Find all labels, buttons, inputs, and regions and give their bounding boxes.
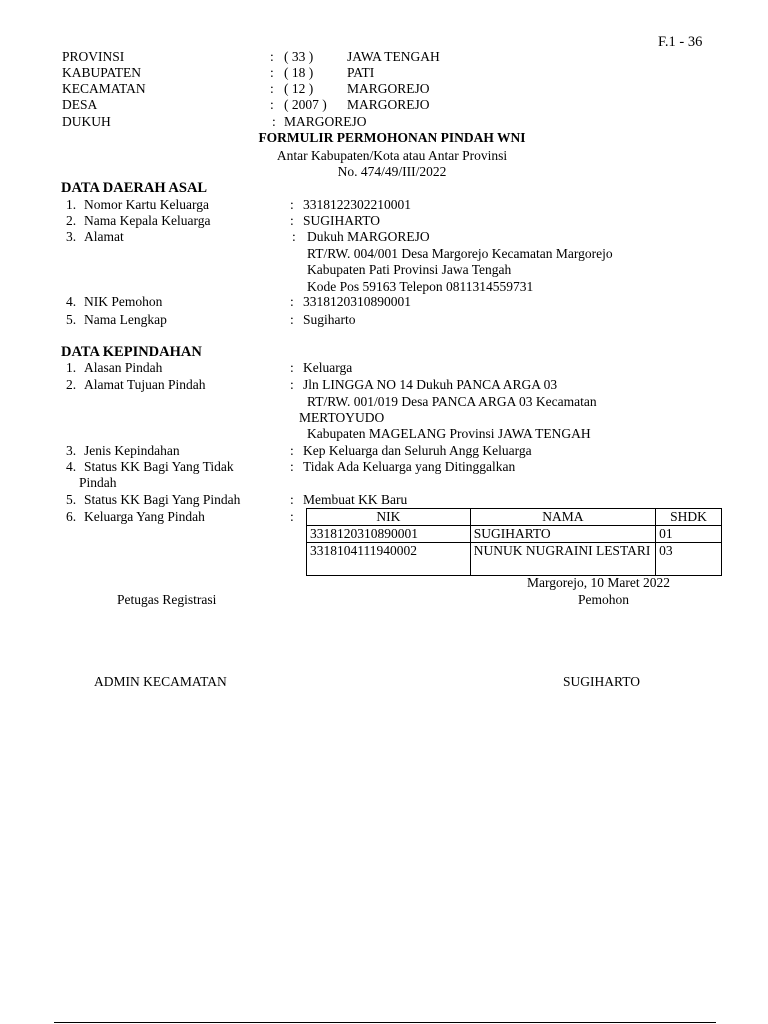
field-label: Keluarga Yang Pindah <box>84 509 205 524</box>
column-header-shdk: SHDK <box>656 509 722 526</box>
header-colon: : <box>270 97 274 112</box>
field-colon: : <box>290 492 294 507</box>
form-code: F.1 - 36 <box>658 34 703 50</box>
header-name-kabupaten: PATI <box>347 65 375 80</box>
row-number: 5. <box>66 312 77 327</box>
header-name-desa: MARGOREJO <box>347 97 430 112</box>
cell-nama: SUGIHARTO <box>470 526 655 543</box>
field-colon: : <box>290 312 294 327</box>
header-name-provinsi: JAWA TENGAH <box>347 49 440 64</box>
header-name-dukuh: MARGOREJO <box>284 114 367 129</box>
cell-nik: 3318120310890001 <box>307 526 471 543</box>
signatory-name-right: SUGIHARTO <box>563 674 640 689</box>
header-code-kecamatan: ( 12 ) <box>284 81 314 96</box>
field-colon: : <box>290 377 294 392</box>
header-label-kabupaten: KABUPATEN <box>62 65 142 80</box>
header-colon: : <box>270 65 274 80</box>
cell-nama: NUNUK NUGRAINI LESTARI <box>470 543 655 576</box>
header-label-dukuh: DUKUH <box>62 114 111 129</box>
field-label: NIK Pemohon <box>84 294 163 309</box>
field-value-nik-pemohon: 3318120310890001 <box>303 294 411 309</box>
field-label: Alasan Pindah <box>84 360 163 375</box>
field-colon: : <box>290 443 294 458</box>
field-colon: : <box>290 294 294 309</box>
field-value-alasan: Keluarga <box>303 360 353 375</box>
field-label: Nama Lengkap <box>84 312 167 327</box>
field-label: Nomor Kartu Keluarga <box>84 197 209 212</box>
row-number: 6. <box>66 509 77 524</box>
field-value-nomor-kk: 3318122302210001 <box>303 197 411 212</box>
header-colon: : <box>270 81 274 96</box>
alamat-line: Kabupaten Pati Provinsi Jawa Tengah <box>307 262 512 277</box>
field-value-nama-lengkap: Sugiharto <box>303 312 356 327</box>
field-label: Alamat Tujuan Pindah <box>84 377 206 392</box>
header-code-provinsi: ( 33 ) <box>284 49 314 64</box>
signatory-role-right: Pemohon <box>578 592 630 607</box>
header-code-desa: ( 2007 ) <box>284 97 327 112</box>
signatory-name-left: ADMIN KECAMATAN <box>94 674 227 689</box>
header-colon: : <box>272 114 276 129</box>
field-value-status-tidak-pindah: Tidak Ada Keluarga yang Ditinggalkan <box>303 459 516 474</box>
footer-divider <box>54 1022 716 1023</box>
row-number: 1. <box>66 360 77 375</box>
section-heading-kepindahan: DATA KEPINDAHAN <box>61 344 202 360</box>
cell-shdk: 03 <box>656 543 722 576</box>
tujuan-line: Kabupaten MAGELANG Provinsi JAWA TENGAH <box>307 426 591 441</box>
header-label-provinsi: PROVINSI <box>62 49 125 64</box>
field-label: Status KK Bagi Yang Pindah <box>84 492 241 507</box>
field-colon: : <box>290 213 294 228</box>
table-header-row <box>307 509 722 526</box>
row-number: 5. <box>66 492 77 507</box>
section-heading-asal: DATA DAERAH ASAL <box>61 180 208 196</box>
alamat-line: RT/RW. 004/001 Desa Margorejo Kecamatan Margorejo <box>307 246 613 261</box>
field-colon: : <box>290 459 294 474</box>
cell-nik: 3318104111940002 <box>307 543 471 576</box>
field-label: Nama Kepala Keluarga <box>84 213 211 228</box>
field-value-alamat: Dukuh MARGOREJO <box>307 229 430 244</box>
form-title: FORMULIR PERMOHONAN PINDAH WNI <box>258 130 526 145</box>
field-value-kepala-keluarga: SUGIHARTO <box>303 213 380 228</box>
header-label-kecamatan: KECAMATAN <box>62 81 146 96</box>
keluarga-pindah-table <box>306 508 722 576</box>
row-number: 2. <box>66 213 77 228</box>
signatory-role-left: Petugas Registrasi <box>117 592 217 607</box>
field-colon: : <box>290 509 294 524</box>
field-label: Alamat <box>84 229 124 244</box>
form-number: No. 474/49/III/2022 <box>337 164 447 179</box>
field-label-cont: Pindah <box>79 475 117 490</box>
place-date: Margorejo, 10 Maret 2022 <box>527 575 670 590</box>
header-label-desa: DESA <box>62 97 98 112</box>
header-colon: : <box>270 49 274 64</box>
row-number: 4. <box>66 294 77 309</box>
form-subtitle: Antar Kabupaten/Kota atau Antar Provinsi <box>276 148 508 163</box>
table-row <box>307 526 722 543</box>
tujuan-line: RT/RW. 001/019 Desa PANCA ARGA 03 Kecamatan <box>307 394 597 409</box>
column-header-nik: NIK <box>307 509 471 526</box>
field-value-jenis: Kep Keluarga dan Seluruh Angg Keluarga <box>303 443 532 458</box>
row-number: 2. <box>66 377 77 392</box>
field-colon: : <box>292 229 296 244</box>
row-number: 3. <box>66 443 77 458</box>
row-number: 4. <box>66 459 77 474</box>
field-colon: : <box>290 197 294 212</box>
field-value-status-pindah: Membuat KK Baru <box>303 492 408 507</box>
row-number: 1. <box>66 197 77 212</box>
alamat-line: Kode Pos 59163 Telepon 0811314559731 <box>307 279 534 294</box>
field-label: Jenis Kepindahan <box>84 443 180 458</box>
cell-shdk: 01 <box>656 526 722 543</box>
field-label: Status KK Bagi Yang Tidak <box>84 459 234 474</box>
table-row <box>307 543 722 576</box>
row-number: 3. <box>66 229 77 244</box>
column-header-nama: NAMA <box>470 509 655 526</box>
tujuan-line: MERTOYUDO <box>299 410 385 425</box>
field-colon: : <box>290 360 294 375</box>
field-value-alamat-tujuan: Jln LINGGA NO 14 Dukuh PANCA ARGA 03 <box>303 377 558 392</box>
header-code-kabupaten: ( 18 ) <box>284 65 314 80</box>
header-name-kecamatan: MARGOREJO <box>347 81 430 96</box>
